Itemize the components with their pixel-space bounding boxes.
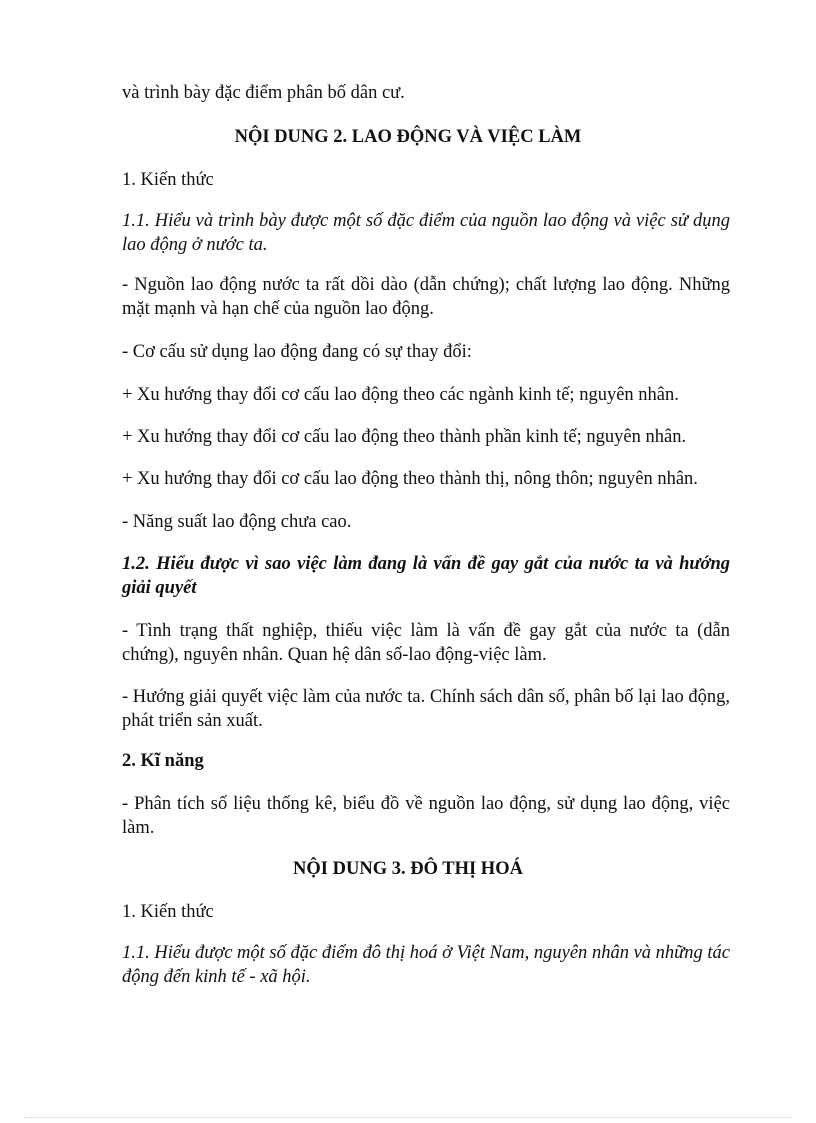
bullet-employment-solutions: - Hướng giải quyết việc làm của nước ta. Chính sách dân số, phân bố lại lao động, phát triển sản xuất.: [122, 687, 730, 731]
section-2-item-1-2: 1.2. Hiểu được vì sao việc làm đang là vấn đề gay gắt của nước ta và hướng giải quyết: [122, 554, 730, 598]
sub-bullet-by-area: + Xu hướng thay đổi cơ cấu lao động theo thành thị, nông thôn; nguyên nhân.: [122, 469, 698, 489]
section-2-item-1-1: 1.1. Hiểu và trình bày được một số đặc điểm của nguồn lao động và việc sử dụng lao động ở nước ta.: [122, 211, 730, 255]
sub-bullet-by-sector: + Xu hướng thay đổi cơ cấu lao động theo các ngành kinh tế; nguyên nhân.: [122, 385, 679, 405]
intro-text-tail: và trình bày đặc điểm phân bố dân cư.: [122, 83, 405, 103]
section-3-title: NỘI DUNG 3. ĐÔ THỊ HOÁ: [293, 859, 523, 879]
bullet-skills: - Phân tích số liệu thống kê, biểu đồ về nguồn lao động, sử dụng lao động, việc làm.: [122, 794, 730, 838]
section-3-knowledge-heading: 1. Kiến thức: [122, 902, 214, 922]
sub-bullet-by-ownership: + Xu hướng thay đổi cơ cấu lao động theo thành phần kinh tế; nguyên nhân.: [122, 427, 687, 447]
bullet-unemployment: - Tình trạng thất nghiệp, thiếu việc làm là vấn đề gay gắt của nước ta (dẫn chứng), nguyên nhân. Quan hệ dân số-lao động-việc làm.: [122, 621, 730, 665]
section-2-knowledge-heading: 1. Kiến thức: [122, 170, 214, 190]
section-3-item-1-1: 1.1. Hiểu được một số đặc điểm đô thị hoá ở Việt Nam, nguyên nhân và những tác động đến kinh tế - xã hội.: [122, 943, 730, 987]
bullet-productivity: - Năng suất lao động chưa cao.: [122, 512, 352, 532]
bullet-labor-structure: - Cơ cấu sử dụng lao động đang có sự thay đổi:: [122, 342, 472, 362]
section-2-title: NỘI DUNG 2. LAO ĐỘNG VÀ VIỆC LÀM: [234, 127, 582, 147]
section-2-skills-heading: 2. Kĩ năng: [122, 751, 204, 771]
bullet-labor-source: - Nguồn lao động nước ta rất dồi dào (dẫn chứng); chất lượng lao động. Những mặt mạnh và hạn chế của nguồn lao động.: [122, 275, 730, 319]
page-bottom-divider: [24, 1117, 792, 1118]
